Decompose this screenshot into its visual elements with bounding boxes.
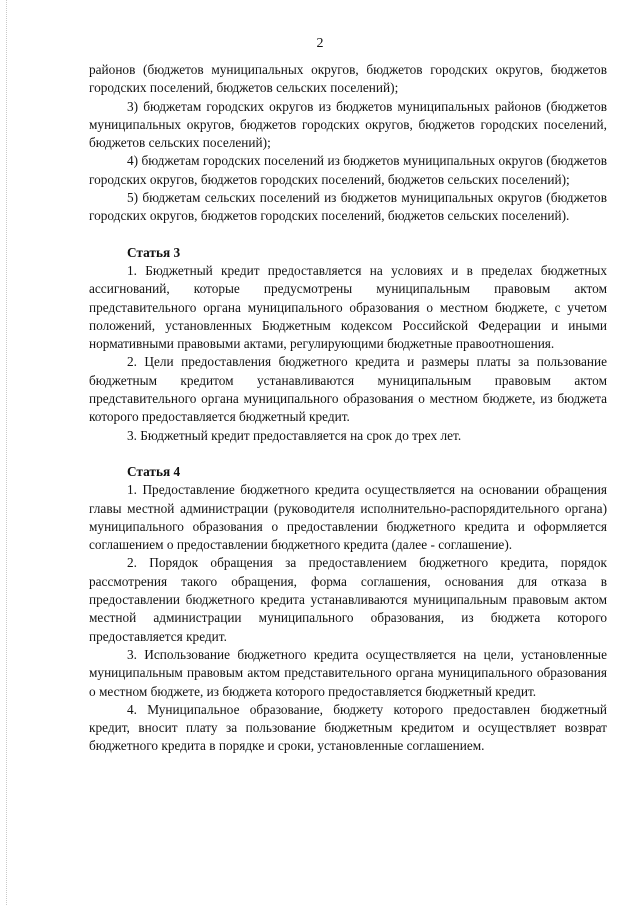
- intro-item-5: 5) бюджетам сельских поселений из бюджетов муниципальных округов (бюджетов городских округов, бюджетов городских поселений, бюджетов сельских поселений).: [89, 190, 607, 224]
- intro-item-3: 3) бюджетам городских округов из бюджетов муниципальных районов (бюджетов муниципальных округов, бюджетов городских округов, бюджетов городских поселений, бюджетов сельских поселений);: [89, 98, 607, 151]
- document-body: [89, 61, 607, 756]
- article-4-paragraph-2: 2. Порядок обращения за предоставлением бюджетного кредита, порядок рассмотрения такого обращения, форма соглашения, основания для отказа в предоставлении бюджетного кредита устанавливаются муниципальным правовым актом местной администрации муниципального образования, из бюджета которого предоставляется кредит.: [89, 555, 607, 644]
- article-3-paragraph-3: 3. Бюджетный кредит предоставляется на срок до трех лет.: [127, 427, 462, 443]
- article-4-paragraph-3: 3. Использование бюджетного кредита осуществляется на цели, установленные муниципальным правовым актом представительного органа муниципального образования о местном бюджете, из бюджета которого предоставляется бюджетный кредит.: [89, 646, 607, 699]
- scan-edge: [6, 0, 8, 905]
- article-4-paragraph-4: 4. Муниципальное образование, бюджету которого предоставлен бюджетный кредит, вносит плату за пользование бюджетным кредитом и осуществляет возврат бюджетного кредита в порядке и сроки, установленные соглашением.: [89, 701, 607, 754]
- intro-item-1: районов (бюджетов муниципальных округов, бюджетов городских округов, бюджетов городских поселений, бюджетов сельских поселений);: [89, 62, 607, 96]
- spacer: [89, 445, 607, 463]
- article-4-paragraph-1: 1. Предоставление бюджетного кредита осуществляется на основании обращения главы местной администрации (руководителя исполнительно-распорядительного органа) муниципального образования о предоставлении бюджетного кредита и оформляется соглашением о предоставлении бюджетного кредита (далее - соглашение).: [89, 482, 607, 553]
- article-3-paragraph-2: 2. Цели предоставления бюджетного кредита и размеры платы за пользование бюджетным кредитом устанавливаются муниципальным правовым актом представительного органа муниципального образования о местном бюджете, из бюджета которого предоставляется бюджетный кредит.: [89, 354, 607, 425]
- article-3-heading: Статья 3: [127, 244, 181, 260]
- article-3-paragraph-1: 1. Бюджетный кредит предоставляется на условиях и в пределах бюджетных ассигнований, которые предусмотрены муниципальным правовым актом представительного органа муниципального образования о местном бюджете, с учетом положений, установленных Бюджетным кодексом Российской Федерации и иными нормативными правовыми актами, регулирующими бюджетные правоотношения.: [89, 262, 607, 352]
- article-4-heading: Статья 4: [127, 463, 181, 479]
- spacer: [89, 226, 607, 244]
- intro-item-4: 4) бюджетам городских поселений из бюджетов муниципальных округов (бюджетов городских округов, бюджетов городских поселений, бюджетов сельских поселений);: [89, 153, 607, 187]
- page-number: 2: [316, 36, 324, 51]
